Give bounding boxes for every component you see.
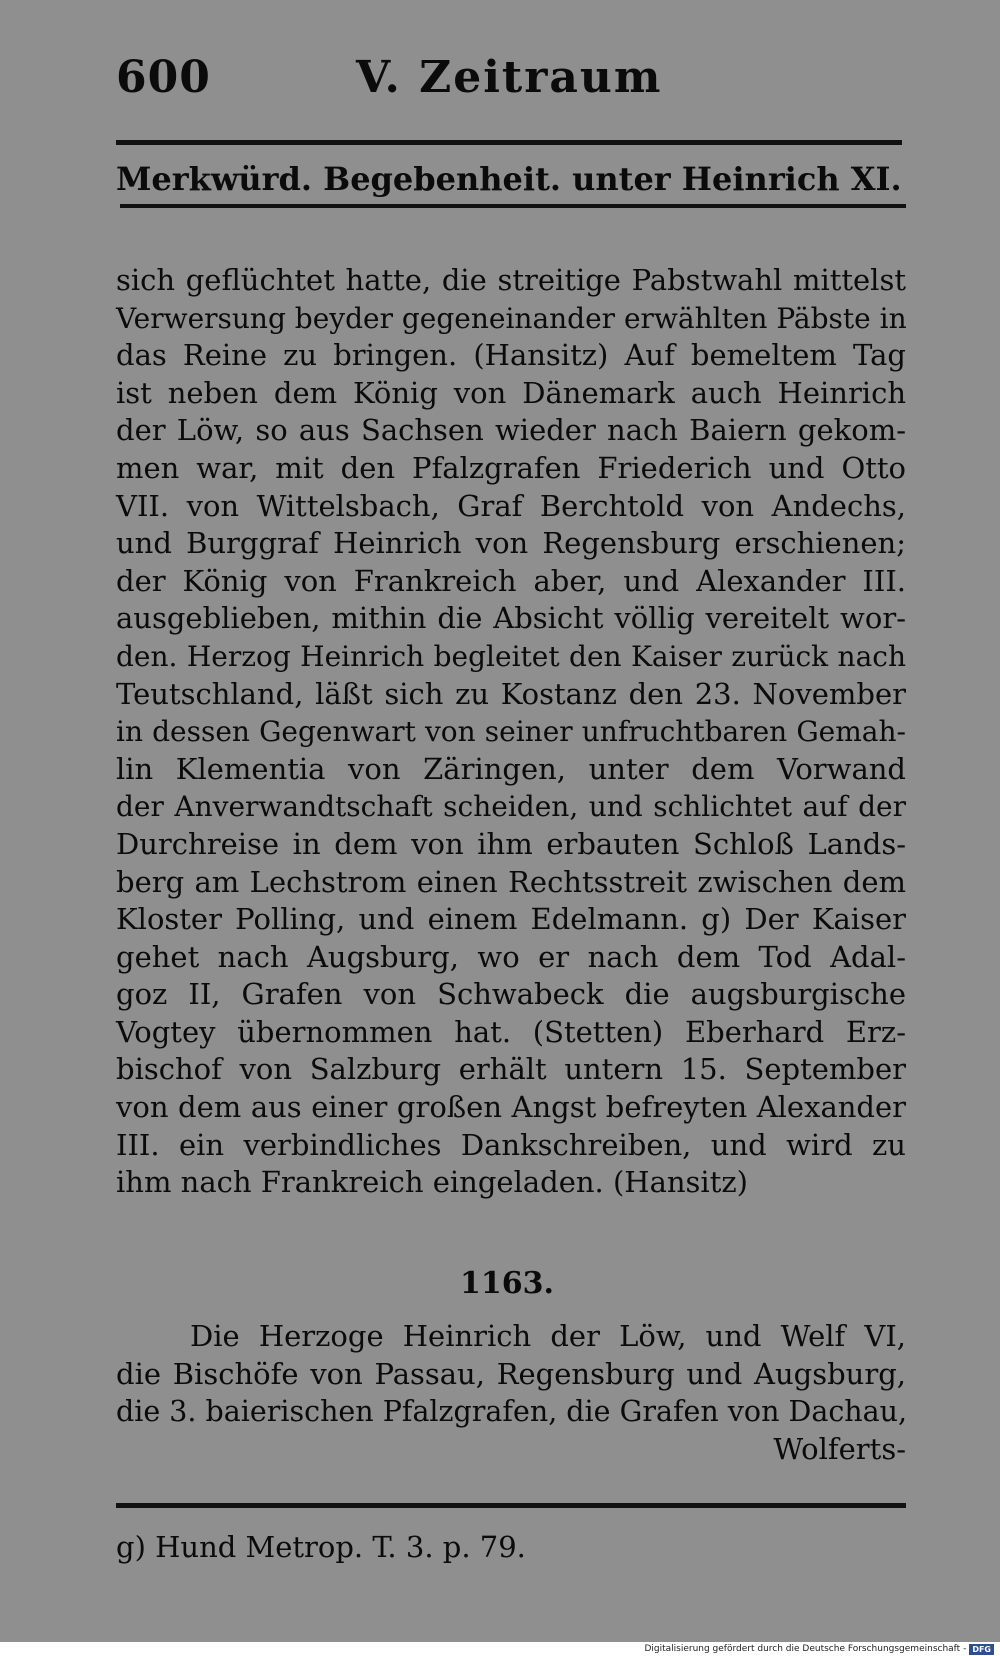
- text-line: sich geflüchtet hatte, die streitige Pabstwahl mittelst: [116, 263, 906, 297]
- text-line: der Löw, so aus Sachsen wieder nach Baiern gekom-: [116, 413, 906, 448]
- next-paragraph: [116, 1318, 906, 1468]
- text-line: III. ein verbindliches Dankschreiben, und wird zu: [116, 1127, 906, 1162]
- text-line: der König von Frankreich aber, und Alexander III.: [116, 563, 906, 598]
- text-line: in dessen Gegenwart von seiner unfruchtbaren Gemah-: [116, 715, 906, 749]
- text-line last-line: ihm nach Frankreich eingeladen. (Hansitz): [116, 1165, 748, 1200]
- text-line: lin Klementia von Zäringen, unter dem Vorwand: [116, 751, 906, 786]
- header-rule-top: [116, 140, 902, 145]
- text-line: goz II, Grafen von Schwabeck die augsburgische: [116, 977, 906, 1012]
- text-line: den. Herzog Heinrich begleitet den Kaiser zurück nach: [116, 639, 906, 673]
- text-line: bischof von Salzburg erhält untern 15. September: [116, 1052, 906, 1087]
- text-line: Die Herzoge Heinrich der Löw, und Welf VI,: [190, 1319, 906, 1353]
- catchword: Wolferts-: [773, 1431, 906, 1466]
- text-line: ist neben dem König von Dänemark auch Heinrich: [116, 375, 906, 410]
- text-line: das Reine zu bringen. (Hansitz) Auf bemeltem Tag: [116, 338, 906, 373]
- text-line: ausgeblieben, mithin die Absicht völlig vereitelt wor-: [116, 601, 906, 636]
- running-head: V. Zeitraum: [356, 52, 663, 103]
- text-line: und Burggraf Heinrich von Regensburg erschienen;: [116, 526, 906, 561]
- text-line: der Anverwandtschaft scheiden, und schlichtet auf der: [116, 790, 906, 824]
- text-line: von dem aus einer großen Angst befreyten Alexander: [116, 1090, 906, 1125]
- dfg-logo-icon: DFG: [969, 1644, 994, 1655]
- text-line: Teutschland, läßt sich zu Kostanz den 23. November: [116, 676, 906, 711]
- body-paragraph: [116, 262, 906, 1202]
- digitization-credit: [644, 1643, 994, 1656]
- section-title: Merkwürd. Begebenheit. unter Heinrich XI.: [116, 160, 902, 198]
- text-line: berg am Lechstrom einen Rechtsstreit zwischen dem: [116, 864, 906, 899]
- text-line: men war, mit den Pfalzgrafen Friederich und Otto: [116, 450, 906, 485]
- text-line: Durchreise in dem von ihm erbauten Schloß Lands-: [116, 826, 906, 861]
- text-line: die 3. baierischen Pfalzgrafen, die Grafen von Dachau,: [116, 1395, 908, 1429]
- text-line: VII. von Wittelsbach, Graf Berchtold von Andechs,: [116, 488, 906, 523]
- footnote-rule: [116, 1503, 906, 1508]
- text-line: gehet nach Augsburg, wo er nach dem Tod Adal-: [116, 939, 906, 974]
- footnote: g) Hund Metrop. T. 3. p. 79.: [116, 1530, 526, 1564]
- header-rule-bottom: [120, 204, 906, 208]
- year-heading: 1163.: [460, 1266, 554, 1301]
- credit-text: Digitalisierung gefördert durch die Deutsche Forschungsgemeinschaft -: [644, 1644, 967, 1654]
- page-number: 600: [116, 52, 211, 103]
- page-header: [116, 48, 906, 108]
- text-line: Vogtey übernommen hat. (Stetten) Eberhard Erz-: [116, 1014, 906, 1049]
- text-line: Verwersung beyder gegeneinander erwählten Päbste in: [116, 301, 907, 335]
- text-line: die Bischöfe von Passau, Regensburg und Augsburg,: [116, 1356, 906, 1391]
- text-line: Kloster Polling, und einem Edelmann. g) Der Kaiser: [116, 902, 906, 937]
